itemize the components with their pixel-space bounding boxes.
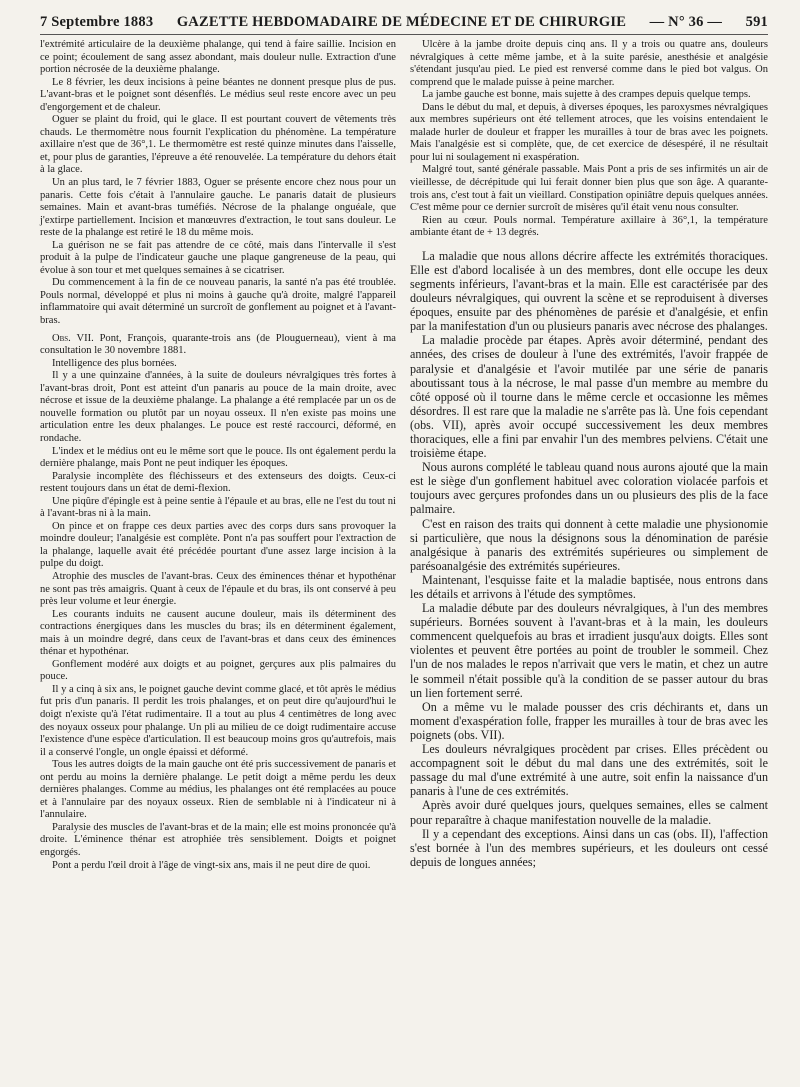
- discussion-text: [410, 249, 768, 869]
- paragraph: Atrophie des muscles de l'avant-bras. Ceux des éminences thénar et hypothénar ne sont pas très amaigris. Quant à ceux de l'épaule et du bras, ils ont conservé à peu près leur volume et leur énergie.: [40, 570, 396, 608]
- observation-continuation: [410, 39, 768, 240]
- right-column: [410, 39, 768, 872]
- paragraph: Du commencement à la fin de ce nouveau panaris, la santé n'a pas été troublée. Pouls normal, développé et plus ni moins à gauche qu'à droite, malgré l'appareil inflammatoire qui avait déterminé un surcroît de gonflement au poignet et à l'avant-bras.: [40, 277, 396, 327]
- paragraph: Malgré tout, santé générale passable. Mais Pont a pris de ses infirmités un air de vieillesse, de décrépitude qui lui ferait donner bien plus que son âge. A quarante-trois ans, c'est tout à fait un vieillard. Constipation opiniâtre depuis quelques années. C'est même pour ce dernier surcroît de misères qu'il était venu nous consulter.: [410, 164, 768, 214]
- running-head: [40, 14, 768, 35]
- paragraph: Un an plus tard, le 7 février 1883, Oguer se présente encore chez nous pour un panaris. Cette fois c'était à l'annulaire gauche. Le panaris datait de plusieurs semaines. Main et avant-bras tuméfiés. Nécrose de la phalange onguéale, que j'extirpe partiellement. Incision et manœuvres d'extraction, le tout sans douleur. Le reste de la phalange est retiré le 18 du même mois.: [40, 177, 396, 239]
- paragraph: l'extrémité articulaire de la deuxième phalange, qui tend à faire saillie. Incision en ce point; écoulement de sang assez abondant, mais douleur nulle. Extraction d'une portion nécrosée de la deuxième phalange.: [40, 39, 396, 76]
- paragraph: Une piqûre d'épingle est à peine sentie à l'épaule et au bras, elle ne l'est du tout ni à l'avant-bras ni à la main.: [40, 495, 396, 520]
- paragraph: La jambe gauche est bonne, mais sujette à des crampes depuis quelque temps.: [422, 89, 751, 101]
- observation-label: Obs. VII.: [52, 332, 94, 344]
- paragraph: Paralysie des muscles de l'avant-bras et de la main; elle est moins prononcée qu'à droite. L'éminence thénar est atrophiée très sensiblement. Doigts et poignet engorgés.: [40, 821, 396, 858]
- paragraph: Ulcère à la jambe droite depuis cinq ans. Il y a trois ou quatre ans, douleurs névralgiques à cette même jambe, et à la suite parésie, anesthésie et analgésie s'étendant jusqu'au pied. Le pied est renversé comme dans le pied bot valgus. On comprend que le malade puisse à peine marcher.: [410, 39, 768, 88]
- left-column: [40, 39, 396, 872]
- paragraph: Maintenant, l'esquisse faite et la maladie baptisée, nous entrons dans les détails et arrivons à l'étude des symptômes.: [410, 572, 768, 601]
- paragraph: Après avoir duré quelques jours, quelques semaines, elles se calment pour reparaître à chaque manifestation nouvelle de la maladie.: [410, 798, 768, 827]
- paragraph: Intelligence des plus bornées.: [52, 357, 177, 369]
- paragraph: Oguer se plaint du froid, qui le glace. Il est pourtant couvert de vêtements très chauds. Le thermomètre nous fournit l'explication du phénomène. La température axillaire n'est que de 36°,1. Le thermomètre est resté quinze minutes dans l'aisselle, et, pour plus de garanties, l'épreuve a été renouvelée. La température du dehors était à la glace.: [40, 114, 396, 176]
- paragraph: Il y a cinq à six ans, le poignet gauche devint comme glacé, et tôt après le médius fut pris d'un panaris. Il perdit les trois phalanges, et on peut dire qu'aujourd'hui le doigt n'existe qu'à l'état rudimentaire. Il a tout au plus 4 centimètres de long avec des noyaux osseux pour phalange. Un pli au milieu de ce doigt rudimentaire accuse l'existence d'une espèce d'articulation. Il est beaucoup moins gros qu'autrefois, mais il a conservé l'ongle, un ongle épaissi et déformé.: [40, 683, 396, 758]
- paragraph: On a même vu le malade pousser des cris déchirants et, dans un moment d'exaspération folle, frapper les murailles à tour de bras avec les poignets (obs. VII).: [410, 699, 768, 742]
- paragraph: L'index et le médius ont eu le même sort que le pouce. Ils ont également perdu la dernière phalange, mais Pont ne peut indiquer les époques.: [40, 445, 396, 470]
- observation-heading: [40, 333, 396, 358]
- paragraph: Le 8 février, les deux incisions à peine béantes ne donnent presque plus de pus. L'avant-bras et le poignet sont désenflés. Le médius seul reste encore avec un peu d'engorgement et de chaleur.: [40, 76, 396, 113]
- observation-intro: Pont, François, quarante-trois ans (de Plouguerneau), vient à ma consultation le 30 novembre 1881.: [40, 332, 396, 357]
- paragraph: Tous les autres doigts de la main gauche ont été pris successivement de panaris et ont perdu au moins la dernière phalange. Le petit doigt a même perdu les deux dernières phalanges. Comme au médius, les phalanges ont été remplacées au pouce et à l'annulaire par des noyaux osseux. Rien de semblable ni à l'indicateur ni à l'annulaire.: [40, 759, 396, 821]
- paragraph: La maladie débute par des douleurs névralgiques, à l'un des membres supérieurs. Bornées souvent à l'avant-bras et à la main, les douleurs commencent quelquefois au bras et irradient jusqu'aux doigts. Elles sont violentes et peuvent être portées au point de troubler le sommeil. Chez l'un de nos malades le repos n'arrivait que vers le matin, et chez un autre le sommeil n'était possible qu'à la condition de se passer autour du bras un lien fortement serré.: [410, 601, 768, 700]
- paragraph: Il y a cependant des exceptions. Ainsi dans un cas (obs. II), l'affection s'est bornée à l'un des membres supérieurs, et les douleurs ont cessé depuis de longues années;: [410, 826, 768, 869]
- paragraph: Nous aurons complété le tableau quand nous aurons ajouté que la main est le siège d'un gonflement habituel avec coloration violacée parfois et toujours avec gerçures profondes dans un ou plusieurs des plis de la face palmaire.: [410, 460, 768, 517]
- paragraph: Les douleurs névralgiques procèdent par crises. Elles précèdent ou accompagnent soit le début du mal dans une des extrémités, soit le passage du mal d'une extrémité à une autre, soit enfin la naissance d'un panaris à l'une de ces extrémités.: [410, 742, 768, 799]
- paragraph: Pont a perdu l'œil droit à l'âge de vingt-six ans, mais il ne peut dire de quoi.: [52, 859, 371, 871]
- paragraph: Dans le début du mal, et depuis, à diverses époques, les paroxysmes névralgiques aux membres supérieurs ont été tellement atroces, que les voisins entendaient le malade hurler de douleur et frapper les murailles à tour de bras avec les poignets. Mais l'analgésie est si complète, que, de cet exercice de désespéré, il ne résultait pour lui ni soulagement ni exaspération.: [410, 101, 768, 163]
- paragraph: Les courants induits ne causent aucune douleur, mais ils déterminent des contractions énergiques dans les muscles du bras; ils en déterminent également, mais à un moindre degré, dans ceux de l'avant-bras et dans ceux des éminences thénar et hypothénar.: [40, 608, 396, 658]
- paragraph: La guérison ne se fait pas attendre de ce côté, mais dans l'intervalle il s'est produit à la pulpe de l'indicateur gauche une plaque gangreneuse de la peau, qui évolue à son tour et met quelques semaines à se cicatriser.: [40, 239, 396, 276]
- paragraph: On pince et on frappe ces deux parties avec des corps durs sans provoquer la moindre douleur; l'analgésie est complète. Pont n'a pas souffert pour l'extraction de la phalange, laquelle avait été précédée pourtant d'une assez large incision à la pulpe du doigt.: [40, 520, 396, 570]
- paragraph: Rien au cœur. Pouls normal. Température axillaire à 36°,1, la température ambiante étant de + 13 degrés.: [410, 214, 768, 239]
- issue-number: — N° 36 —: [649, 14, 723, 30]
- paragraph: Gonflement modéré aux doigts et au poignet, gerçures aux plis palmaires du pouce.: [40, 658, 396, 683]
- paragraph: La maladie procède par étapes. Après avoir déterminé, pendant des années, des crises de douleur à l'une des extrémités, l'avoir frappée de paralysie et d'analgésie et l'avoir mutilée par une série de panaris aboutissant tous à la nécrose, le mal passe d'un membre au membre du côté opposé où il tourne dans le même cercle et occasionne les mêmes désordres. Il est rare que la maladie ne s'arrête pas là. Une fois cependant (obs. VII), après avoir occupé successivement les deux membres thoraciques, elle a fini par envahir l'un des membres pelviens. C'était une troisième étape.: [410, 333, 768, 461]
- paragraph: La maladie que nous allons décrire affecte les extrémités thoraciques. Elle est d'abord localisée à un des membres, dont elle occupe les deux segments inférieurs, l'avant-bras et la main. Elle est caractérisée par des douleurs névralgiques, qui ouvrent la scène et se reproduisent à diverses époques, ensuite par des phénomènes de parésie et d'analgésie, et enfin par la manifestation d'un ou plusieurs panaris avec nécrose des phalanges.: [410, 248, 768, 334]
- journal-title: GAZETTE HEBDOMADAIRE DE MÉDECINE ET DE CHIRURGIE: [176, 14, 627, 30]
- paragraph: Il y a une quinzaine d'années, à la suite de douleurs névralgiques très fortes à l'avant-bras droit, Pont est atteint d'un panaris au pouce de la main droite, avec nécrose et issue de la deuxième phalange. La phalange a été remplacée par un os de nouvelle formation ou plutôt par un noyau osseux. Il n'en existe pas moins une articulation entre les deux phalanges. Le pouce est resté raccourci, déformé, en rondache.: [40, 370, 396, 444]
- issue-date: 7 Septembre 1883: [40, 14, 154, 30]
- page-number: 591: [745, 14, 768, 30]
- paragraph: C'est en raison des traits qui donnent à cette maladie une physionomie si particulière, que nous la désignons sous la dénomination de parésie analgésique à panaris des extrémités supérieures ou simplement de parésoanalgésie des extrémités supérieures.: [410, 516, 768, 573]
- paragraph: Paralysie incomplète des fléchisseurs et des extenseurs des doigts. Ceux-ci restent toujours dans un état de demi-flexion.: [40, 470, 396, 495]
